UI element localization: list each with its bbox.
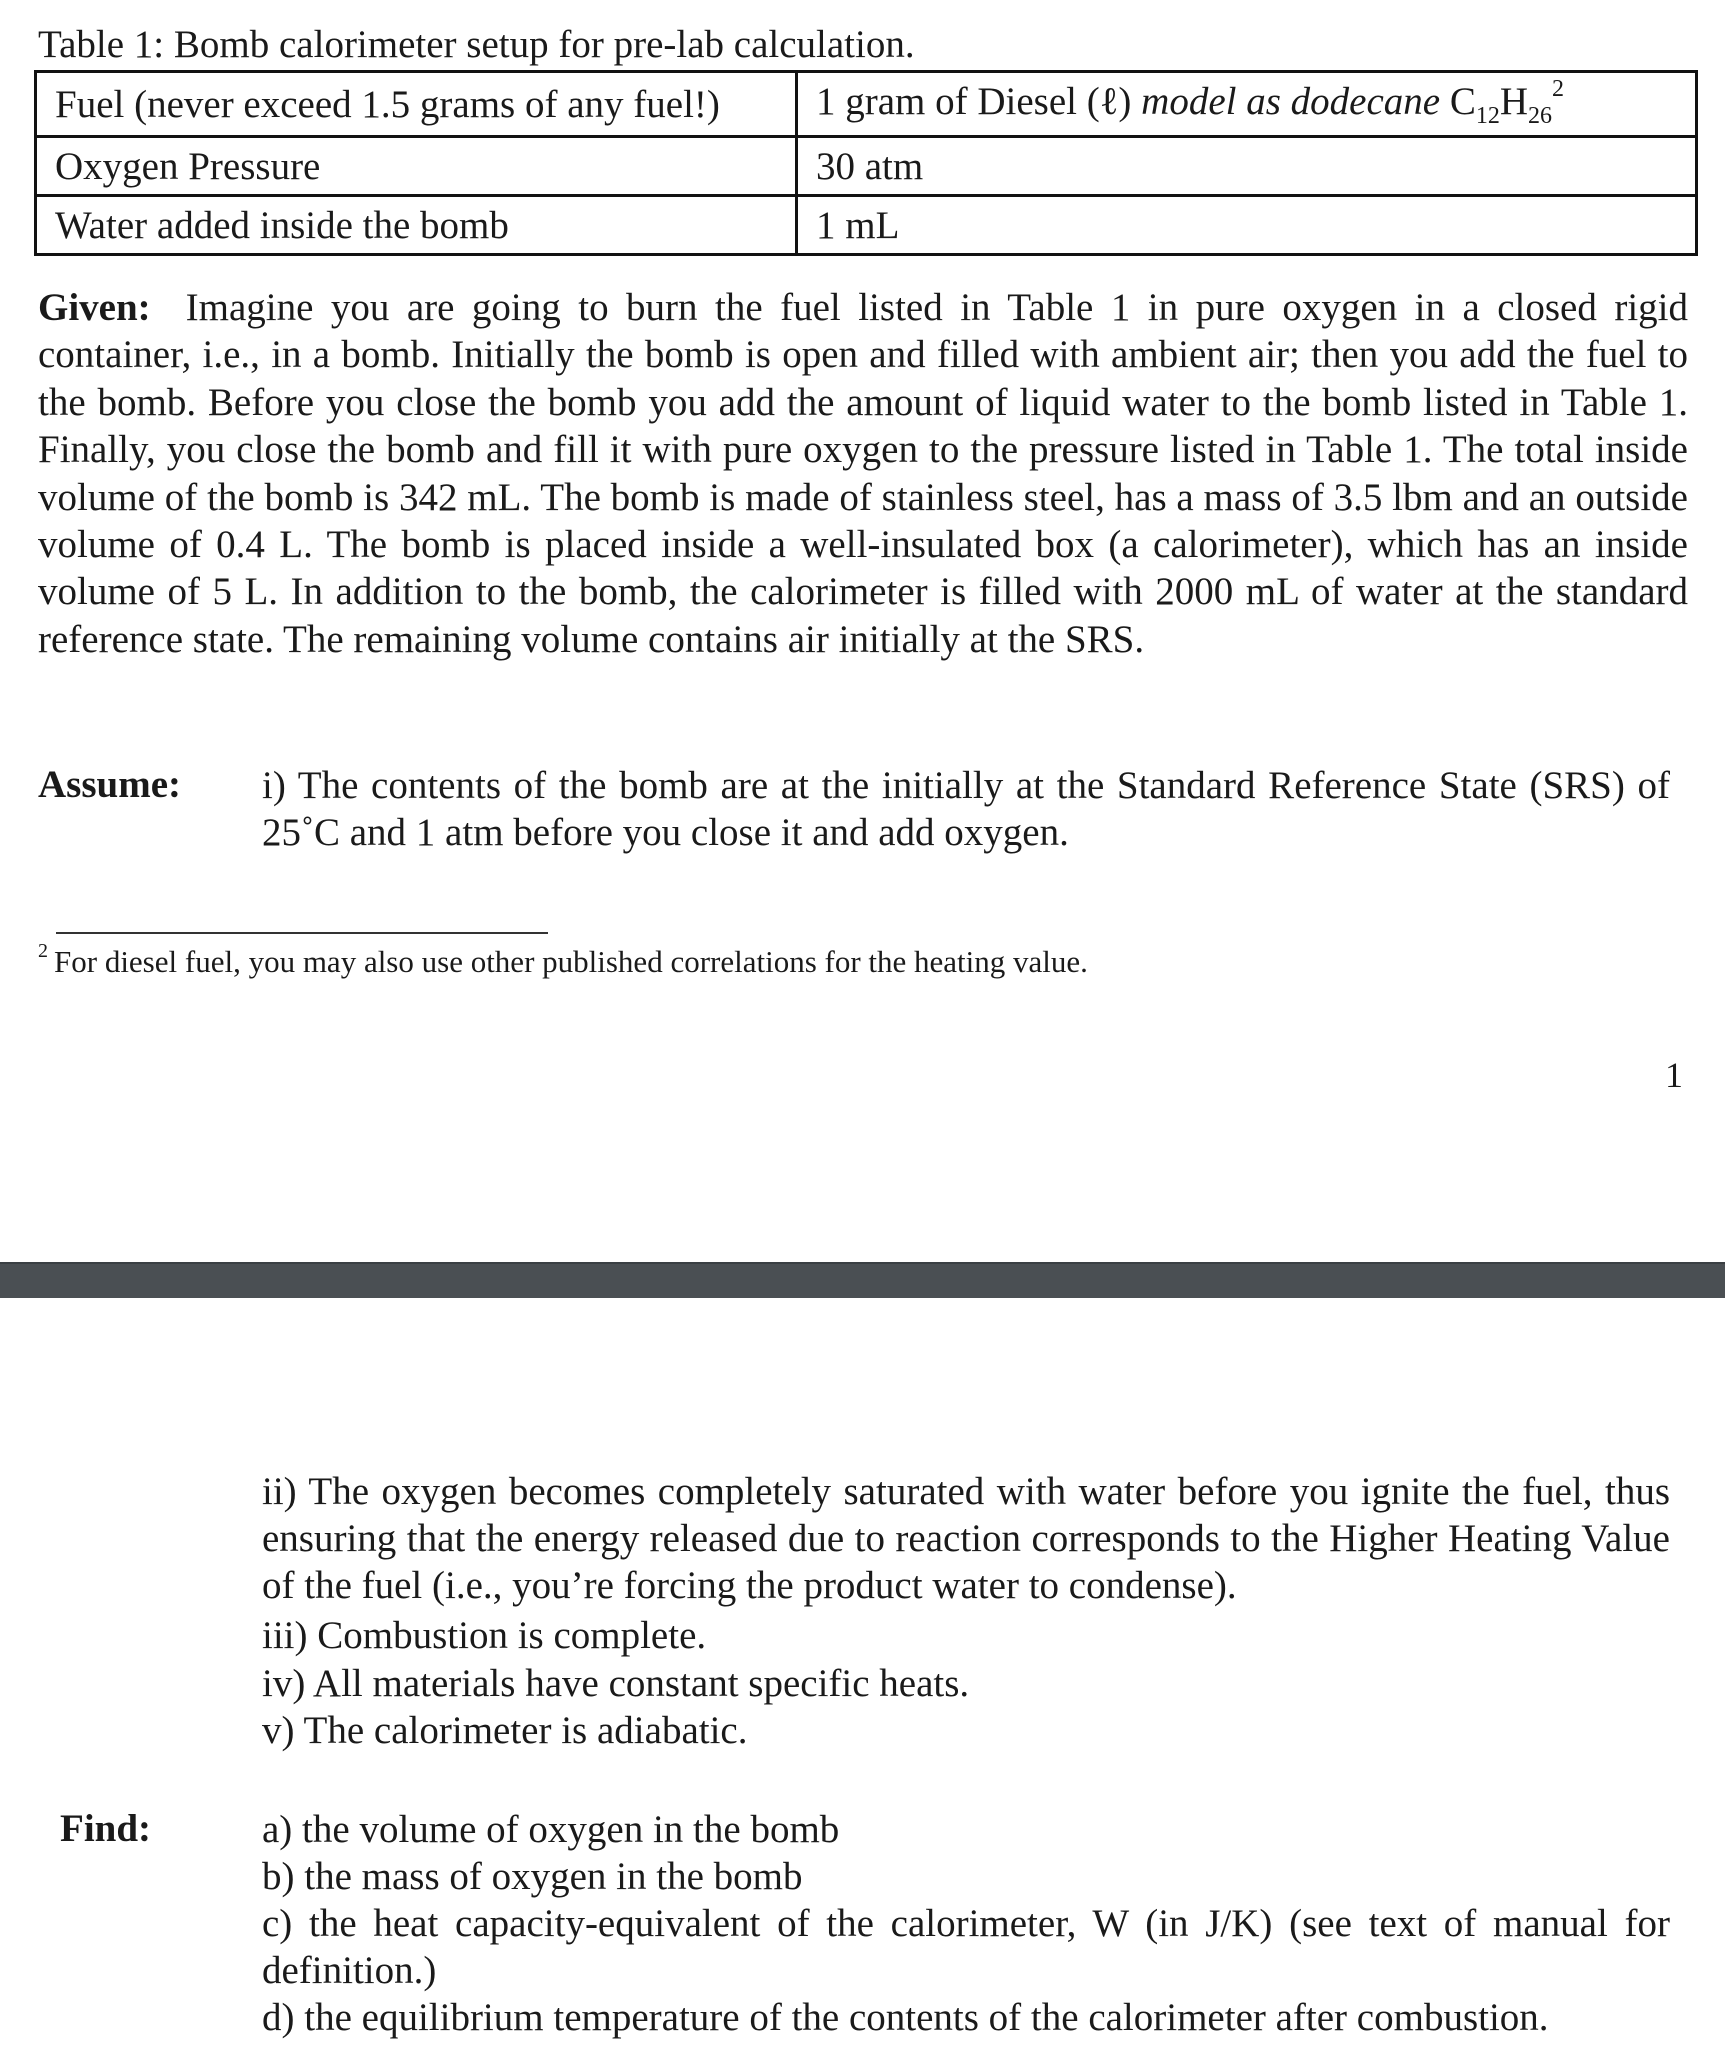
oxygen-value-cell: 30 atm [797,137,1697,196]
table-row [36,196,1697,255]
fuel-value-prefix: 1 gram of Diesel (ℓ) [816,79,1142,123]
formula-c: C [1449,79,1476,123]
find-item: d) the equilibrium temperature of the contents of the calorimeter after combustion. [262,1996,1549,2039]
fuel-label-cell: Fuel (never exceed 1.5 grams of any fuel!) [36,72,797,137]
formula-h: H [1499,79,1529,123]
find-item: c) the heat capacity-equivalent of the calorimeter, W (in J/K) (see text of manual for definition.) [262,1902,1670,1992]
oxygen-label-cell: Oxygen Pressure [36,137,797,196]
footnote-rule [56,932,548,934]
footnote-marker: 2 [38,940,48,962]
water-value-cell: 1 mL [797,196,1697,255]
water-label-cell: Water added inside the bomb [36,196,797,255]
table-row [36,72,1697,137]
assume-label: Assume: [38,763,181,806]
find-item: b) the mass of oxygen in the bomb [262,1855,803,1898]
footnote-text: For diesel fuel, you may also use other published correlations for the heating value. [54,944,1088,979]
given-paragraph [38,284,1688,663]
table-caption: Table 1: Bomb calorimeter setup for pre-lab calculation. [38,23,915,66]
page-separator [0,1262,1725,1298]
find-label: Find: [60,1807,152,1850]
footnote [38,940,1088,980]
table-row [36,137,1697,196]
footnote-ref[interactable]: 2 [1552,75,1565,102]
assume-item: i) The contents of the bomb are at the initially at the Standard Reference State (SRS) of 25˚C and 1 atm before you close it and add oxygen. [262,764,1670,854]
assume-item: ii) The oxygen becomes completely saturated with water before you ignite the fuel, thus ensuring that the energy released due to reaction corresponds to the Higher Heating Value of the fuel (i.e., you’re forcing the product water to condense). [262,1470,1670,1607]
find-item: a) the volume of oxygen in the bomb [262,1808,840,1851]
assume-item: v) The calorimeter is adiabatic. [262,1709,748,1752]
formula-c-subscript: 12 [1475,102,1500,129]
page-2 [0,1298,1725,2046]
setup-table [34,70,1698,256]
assume-item: iii) Combustion is complete. [262,1614,707,1657]
formula-h-subscript: 26 [1528,102,1553,129]
given-text: Imagine you are going to burn the fuel listed in Table 1 in pure oxygen in a closed rigid container, i.e., in a bomb. Initially the bomb is open and filled with ambient air; then you add the fuel to the bomb. Before you close the bomb you add the amount of liquid water to the bomb listed in Table 1. Finally, you close the bomb and fill it with pure oxygen to the pressure listed in Table 1. The total inside volume of the bomb is 342 mL. The bomb is made of stainless steel, has a mass of 3.5 lbm and an outside volume of 0.4 L. The bomb is placed inside a well-insulated box (a calorimeter), which has an inside volume of 5 L. In addition to the bomb, the calorimeter is filled with 2000 mL of water at the standard reference state. The remaining volume contains air initially at the SRS. [38,286,1689,661]
fuel-value-italic: model as dodecane [1141,79,1441,123]
given-label: Given: [38,286,151,329]
fuel-value-cell [797,72,1697,137]
assume-item: iv) All materials have constant specific heats. [262,1662,970,1705]
page-number: 1 [1665,1055,1683,1095]
